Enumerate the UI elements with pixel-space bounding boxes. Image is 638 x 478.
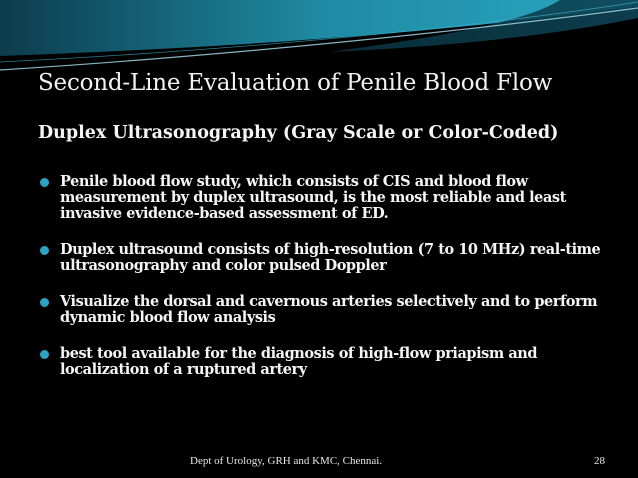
slide-title: Second-Line Evaluation of Penile Blood Flow bbox=[38, 70, 553, 96]
slide-subtitle: Duplex Ultrasonography (Gray Scale or Color-Coded) bbox=[38, 123, 559, 143]
bullet-item bbox=[40, 346, 610, 378]
bullet-item bbox=[40, 174, 610, 222]
header-swoosh bbox=[0, 0, 638, 78]
bullet-text: Visualize the dorsal and cavernous arteries selectively and to perform dynamic blood flow analysis bbox=[60, 293, 598, 326]
round-bullet-icon bbox=[40, 246, 49, 255]
bullet-text: Duplex ultrasound consists of high-resolution (7 to 10 MHz) real-time ultrasonography and color pulsed Doppler bbox=[60, 241, 601, 274]
round-bullet-icon bbox=[40, 178, 49, 187]
bullet-text: best tool available for the diagnosis of high-flow priapism and localization of a ruptured artery bbox=[60, 345, 538, 378]
round-bullet-icon bbox=[40, 350, 49, 359]
page-number: 28 bbox=[594, 455, 605, 467]
footer-text: Dept of Urology, GRH and KMC, Chennai. bbox=[190, 455, 383, 467]
bullet-list bbox=[40, 174, 610, 398]
bullet-item bbox=[40, 294, 610, 326]
bullet-item bbox=[40, 242, 610, 274]
bullet-text: Penile blood flow study, which consists of CIS and blood flow measurement by duplex ultrasound, is the most reliable and least invasive evidence-based assessment of ED. bbox=[60, 173, 566, 222]
round-bullet-icon bbox=[40, 298, 49, 307]
